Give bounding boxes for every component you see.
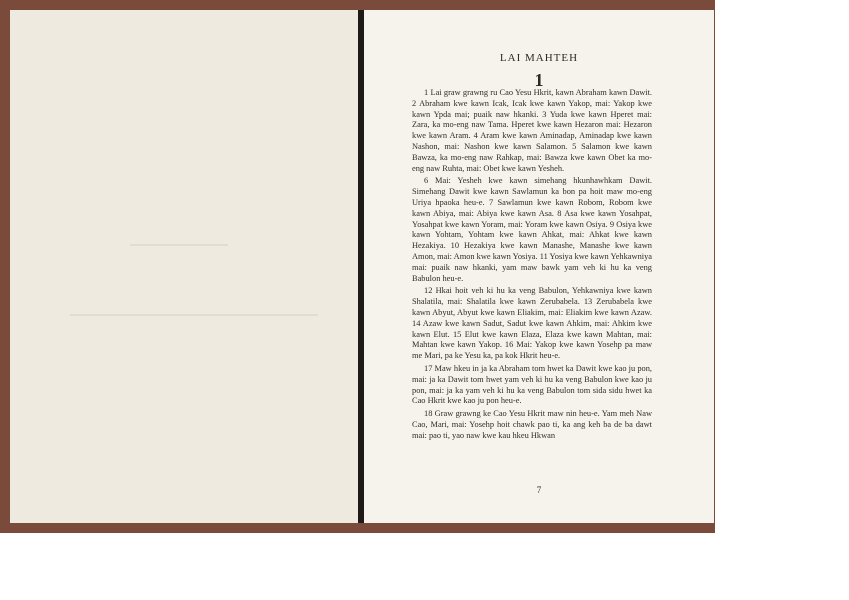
chapter-number: 1 <box>534 70 544 90</box>
page-title: LAI MAHTEH <box>499 52 579 64</box>
left-page-blank <box>10 10 358 523</box>
paragraph: 12 Hkai hoit veh ki hu ka veng Babulon, Yehkawniya kwe kawn Shalatila, mai: Shalatila kwe kawn Zerubabela. 13 Zerubabela kwe kawn Abyut, Abyut kwe kawn Eliakim, mai: Eliakim kwe kawn Azaw. 14 Azaw kwe kawn Sadut, Sadut kwe kawn Ahkim, mai: Ahkim kwe kawn Elut. 15 Elut kwe kawn Elaza, Elaza kwe kawn Mahtan, mai: Mahtan kwe kawn Yakop. 16 Mai: Yakop kwe kawn Yosehp pa maw me Mari, pa ke Yesu ka, pa kok Hkrit heu-e. <box>412 286 652 361</box>
paragraph: 6 Mai: Yesheh kwe kawn simehang hkunhawhkam Dawit. Simehang Dawit kwe kawn Sawlamun ka bon pa hoit maw mo-eng Uriya hpaoka heu-e. 7 Sawlamun kwe kawn Robom, Robom kwe kawn Abiya, mai: Abiya kwe kawn Asa. 8 Asa kwe kawn Yosahpat, Yosahpat kwe kawn Yoram, mai: Yoram kwe kawn Osiya. 9 Osiya kwe kawn Yohtam, Yohtam kwe kawn Ahkat, mai: Ahkat kwe kawn Hezakiya. 10 Hezakiya kwe kawn Manashe, Manashe kwe kawn Amon, mai: Amon kwe kawn Yosiya. 11 Yosiya kwe kawn Yehkawniya mai: puaik naw hkanki, yam maw bawk yam veh ki hu ka veng Babulon heu-e. <box>412 176 652 283</box>
bleed-through-mark <box>130 244 228 246</box>
paragraph: 1 Lai graw grawng ru Cao Yesu Hkrit, kawn Abraham kawn Dawit. 2 Abraham kwe kawn Icak, Icak kwe kawn Yakop, mai: Yakop kwe kawn Ypda mai; puaik naw hkanki. 3 Yuda kwe kawn Hperet mai: Zara, ka mo-eng naw Tama. Hperet kwe kawn Hezaron mai: Hezaron kwe kawn Aram. 4 Aram kwe kawn Aminadap, Aminadap kwe kawn Nashon, mai: Nashon kwe kawn Salamon. 5 Salamon kwe kawn Bawza, ka mo-eng naw Rahkap, mai: Bawza kwe kawn Obet ka mo-eng naw Ruhta, mai: Obet kwe kawn Yesheh. <box>412 88 652 173</box>
text-body <box>412 88 652 444</box>
bleed-through-mark <box>70 314 318 316</box>
right-page <box>364 10 714 523</box>
paragraph: 18 Graw grawng ke Cao Yesu Hkrit maw nin heu-e. Yam meh Naw Cao, Mari, mai: Yosehp hoit chawk pao ti, ka ang keh ba de ba dawt mai: pao ti, yao naw kwe kau hkeu Hkwan <box>412 409 652 440</box>
page-number: 7 <box>536 485 542 495</box>
paragraph: 17 Maw hkeu in ja ka Abraham tom hwet ka Dawit kwe kao ju pon, mai: ja ka Dawit tom hwet yam veh ki hu ka veng Babulon kwe kao ju pon, mai: ja ka yam veh ki hu ka veng Babulon tom sida sidu hwet ka Cao Hkrit kwe kao ju pon heu-e. <box>412 363 652 406</box>
